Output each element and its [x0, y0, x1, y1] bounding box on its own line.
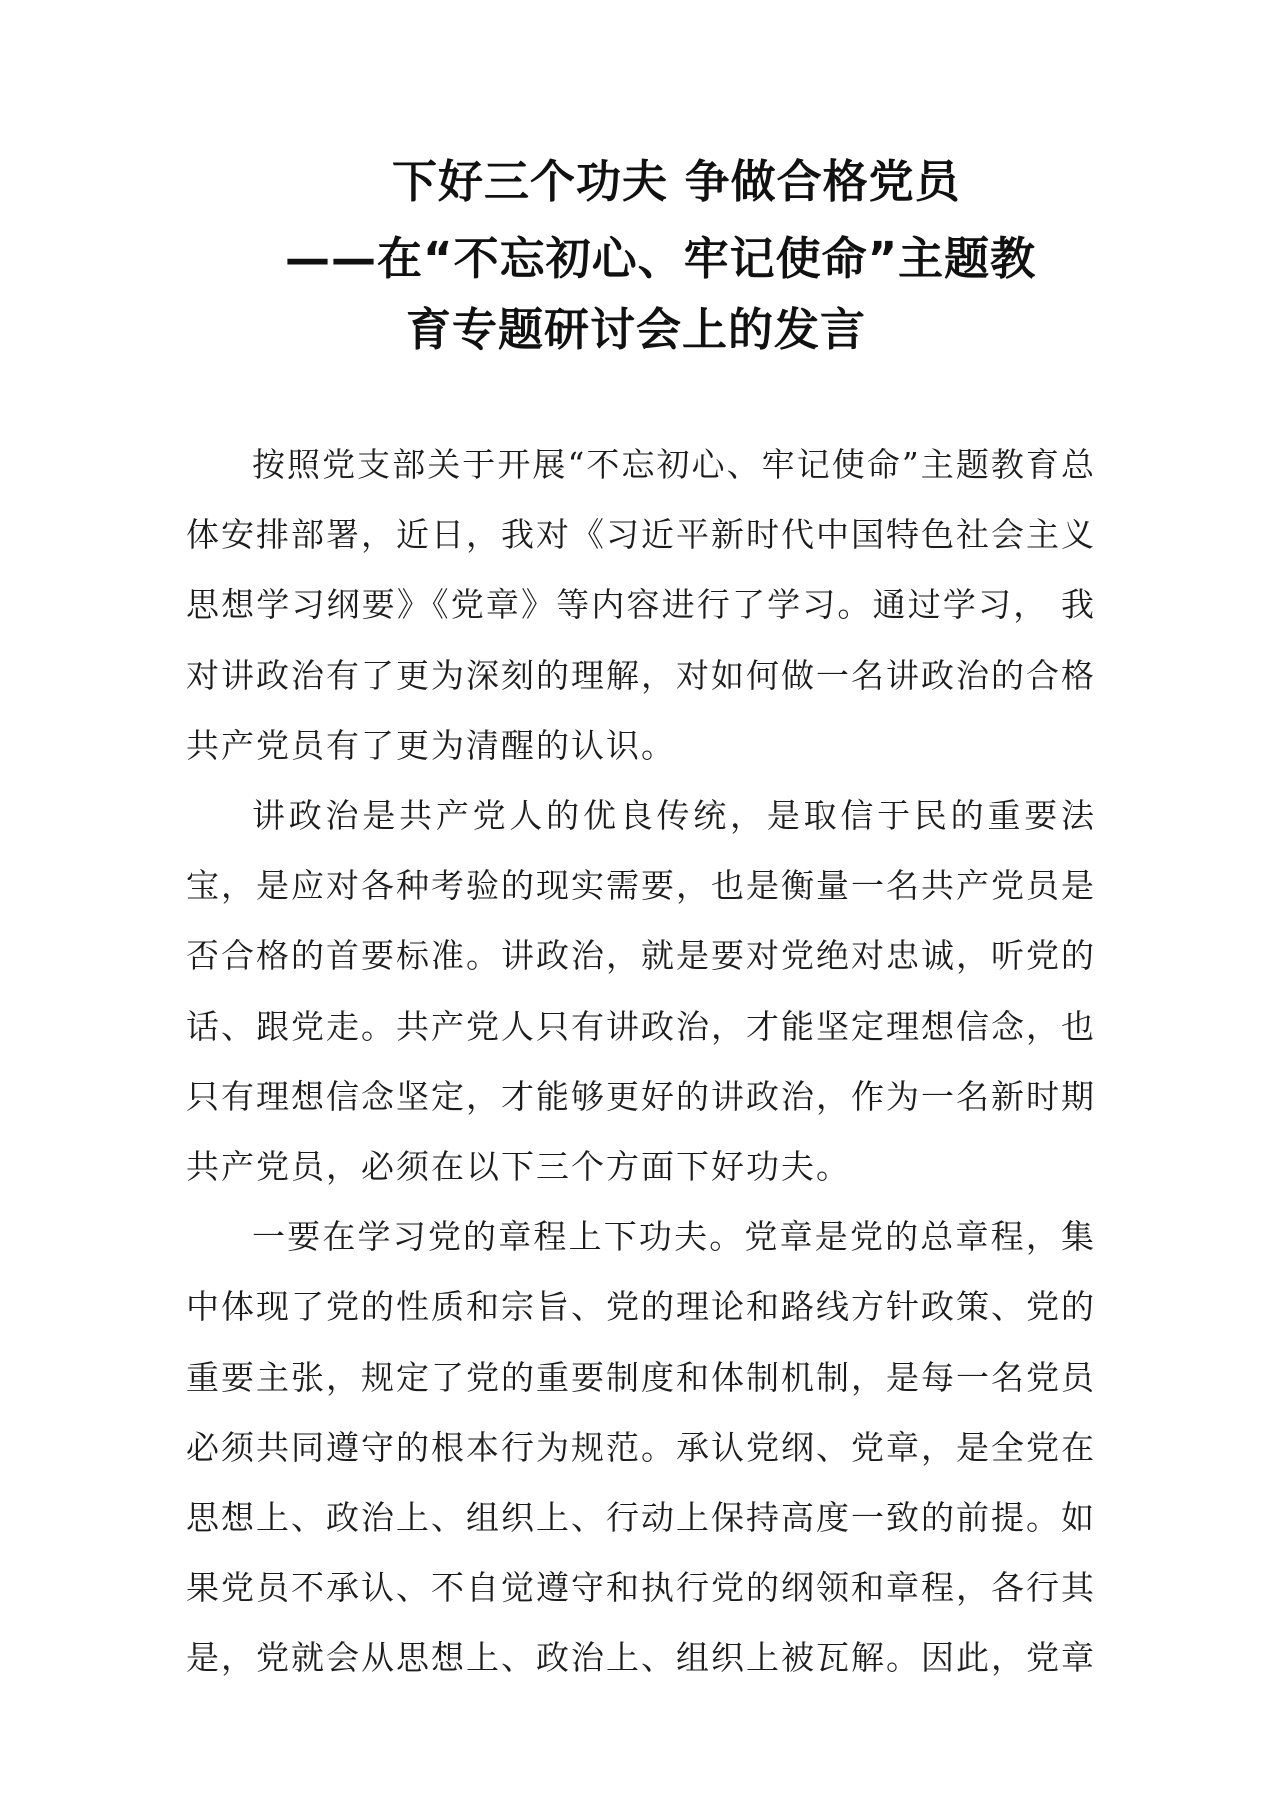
- title-line-1: 下好三个功夫 争做合格党员: [392, 155, 961, 208]
- paragraph-2: 讲政治是共产党人的优良传统，是取信于民的重要法 宝，是应对各种考验的现实需要，也是衡量一名共产党员是 否合格的首要标准。讲政治，就是要对党绝对忠诚，听党的话、跟党走。共产党人只有讲政治，才能坚定理想信念，也 只有理想信念坚定，才能够更好的讲政治，作为一名新时期共产党员，必须在以下三个方面下好功夫。: [186, 796, 1096, 1187]
- document-body: [186, 430, 1096, 1694]
- paragraph-3: 一要在学习党的章程上下功夫。党章是党的总章程，集中体现了党的性质和宗旨、党的理论和路线方针政策、党的重要主张，规定了党的重要制度和体制机制，是每一名党员 必须共同遵守的根本行为规范。承认党纲、党章，是全党在 思想上、政治上、组织上、行动上保持高度一致的前提。如 果党员不承认、不自觉遵守和执行党的纲领和章程，各行其是，党就会从思想上、政治上、组织上被瓦解。因此，党章: [186, 1217, 1096, 1678]
- paragraph-1: 按照党支部关于开展“不忘初心、牢记使命”主题教育总体安排部署，近日，我对《习近平新时代中国特色社会主义思想学习纲要》《党章》等内容进行了学习。通过学习， 我对讲政治有了更为深刻的理解，对如何做一名讲政治的合格共产党员有了更为清醒的认识。: [186, 445, 1096, 765]
- title-line-2: ——在“不忘初心、牢记使命”主题教: [285, 232, 1037, 285]
- title-line-3: 育专题研讨会上的发言: [406, 303, 867, 356]
